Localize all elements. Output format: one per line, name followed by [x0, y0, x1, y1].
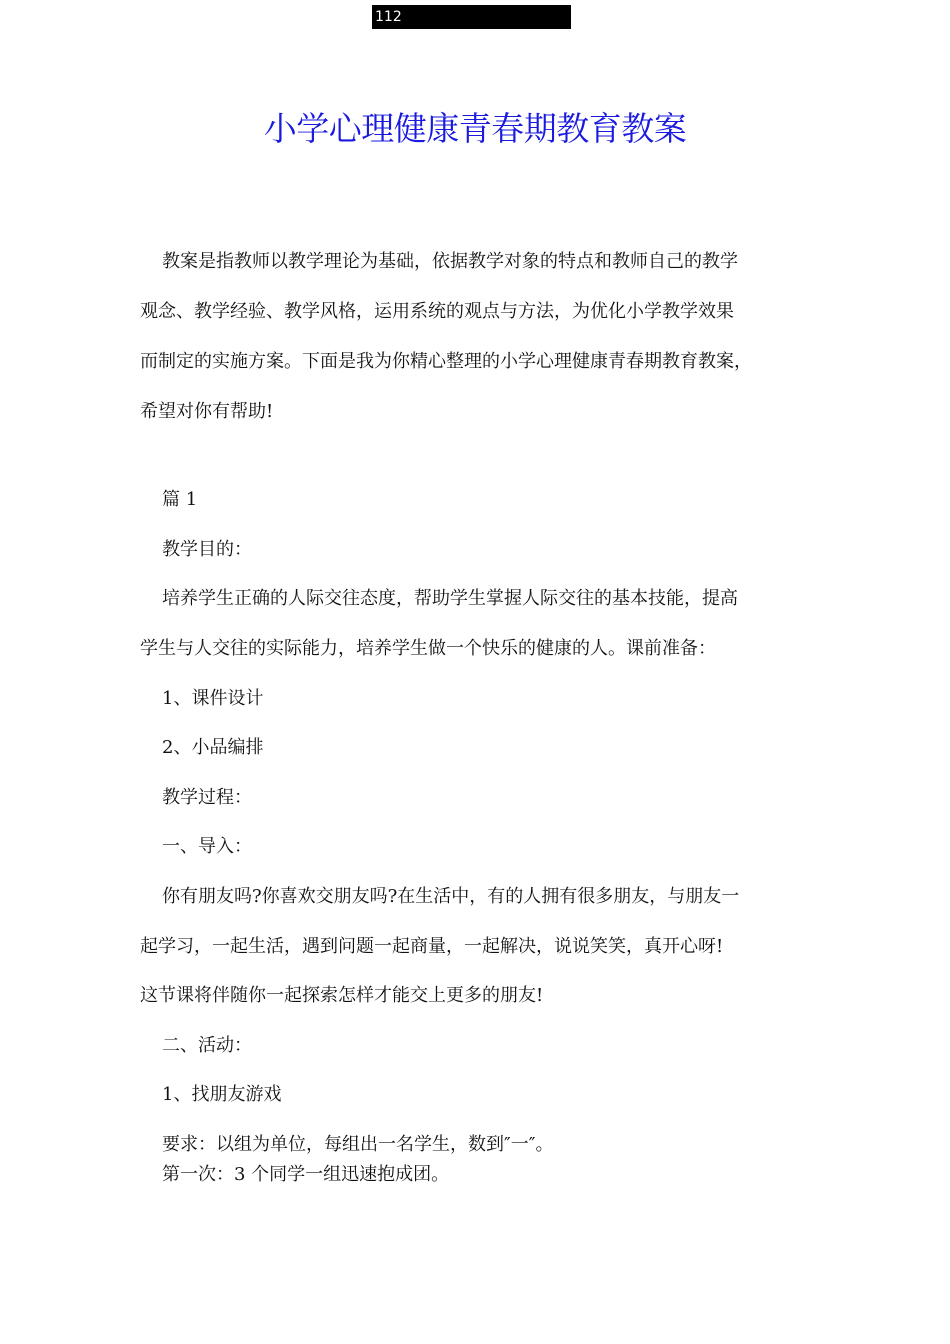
activity-title: 1、找朋友游戏 [162, 1084, 282, 1105]
part1-text-line-3: 这节课将伴随你一起探索怎样才能交上更多的朋友! [140, 985, 544, 1006]
objective-text-line-2: 学生与人交往的实际能力，培养学生做一个快乐的健康的人。课前准备： [140, 638, 716, 659]
part1-text-line-2: 起学习，一起生活，遇到问题一起商量，一起解决，说说笑笑，真开心呀! [140, 936, 724, 957]
intro-line-3: 而制定的实施方案。下面是我为你精心整理的小学心理健康青春期教育教案， [140, 351, 752, 372]
process-label: 教学过程： [162, 787, 252, 808]
activity-round-1: 第一次：3 个同学一组迅速抱成团。 [162, 1164, 450, 1185]
part1-text-line-1: 你有朋友吗?你喜欢交朋友吗?在生活中，有的人拥有很多朋友，与朋友一 [162, 886, 740, 907]
prep-item-1: 1、课件设计 [162, 688, 264, 709]
part1-label: 一、导入： [162, 836, 252, 857]
intro-line-4: 希望对你有帮助! [140, 401, 274, 422]
intro-line-2: 观念、教学经验、教学风格，运用系统的观点与方法，为优化小学教学效果 [140, 301, 734, 322]
intro-line-1: 教案是指教师以教学理论为基础，依据教学对象的特点和教师自己的教学 [162, 251, 738, 272]
section-heading: 篇 1 [162, 489, 198, 510]
document-title: 小学心理健康青春期教育教案 [263, 109, 687, 148]
objective-label: 教学目的： [162, 539, 252, 560]
prep-item-2: 2、小品编排 [162, 737, 264, 758]
part2-label: 二、活动： [162, 1035, 252, 1056]
activity-requirement: 要求：以组为单位，每组出一名学生，数到″一″。 [162, 1134, 554, 1155]
page-number-badge: 112 [372, 5, 571, 29]
objective-text-line-1: 培养学生正确的人际交往态度，帮助学生掌握人际交往的基本技能，提高 [162, 588, 738, 609]
